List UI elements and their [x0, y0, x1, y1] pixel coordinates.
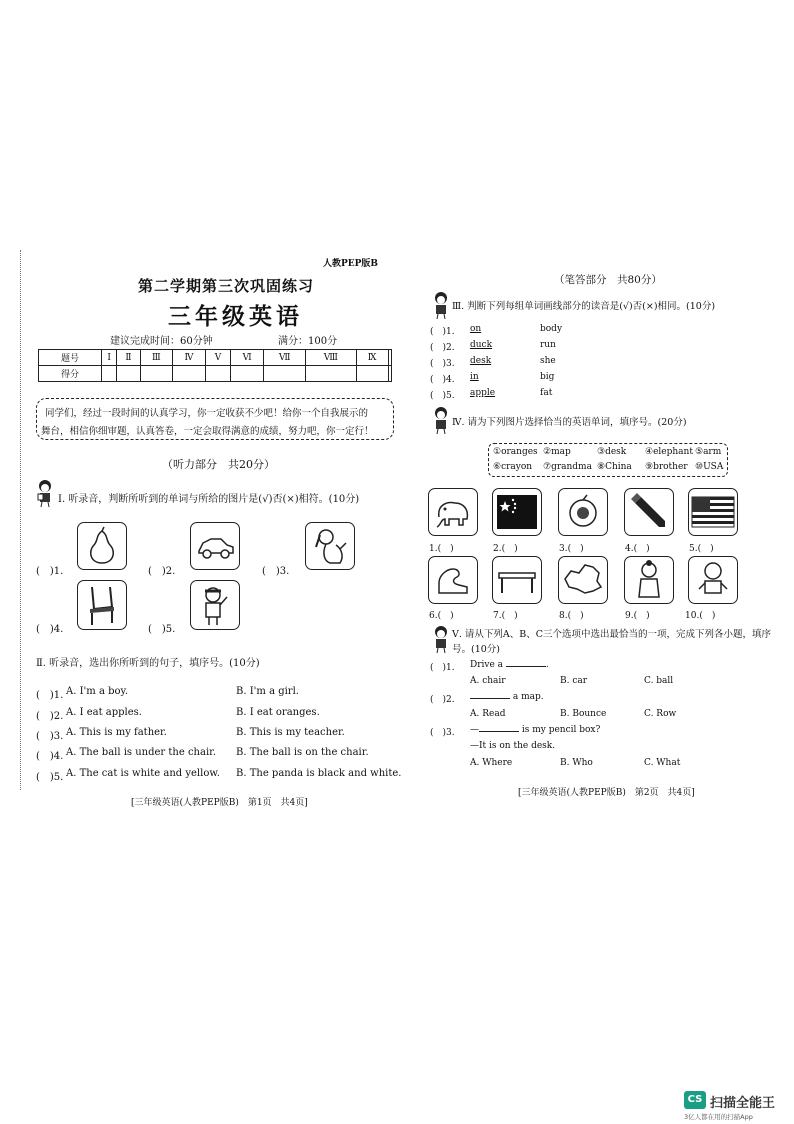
usa-flag-picture: [688, 488, 738, 536]
written-header: （笔答部分 共80分）: [554, 274, 662, 286]
left-footer: [三年级英语(人教PEP版B) 第1页 共4页]: [131, 798, 308, 808]
q2-option-b: B. This is my teacher.: [236, 727, 345, 738]
score-cell[interactable]: [102, 366, 117, 382]
q3-word-2: she: [540, 356, 556, 366]
q5-item3-answer: —It is on the desk.: [470, 741, 556, 751]
q4-label[interactable]: 3.( ): [559, 544, 584, 554]
word-bank-item: ⑥crayon: [493, 462, 533, 472]
word-bank-item: ⑤arm: [695, 447, 722, 457]
score-cell[interactable]: [140, 366, 172, 382]
q3-word-2: body: [540, 324, 563, 334]
q5-stem-pre: —: [470, 725, 479, 735]
brother-picture: [688, 556, 738, 604]
q3-item-num[interactable]: ( )3.: [430, 359, 455, 369]
q5-option-c: C. ball: [644, 676, 674, 686]
crayon-picture: [624, 488, 674, 536]
q4-word-bank: [488, 443, 728, 477]
boy-picture: [190, 580, 240, 630]
score-cell[interactable]: [117, 366, 141, 382]
score-col: Ⅸ: [356, 350, 388, 366]
word-bank-item: ⑦grandma: [543, 462, 592, 472]
q3-word-2: run: [540, 340, 556, 350]
score-col: Ⅲ: [140, 350, 172, 366]
message-line-2: 舞台，相信你细审题，认真答卷，一定会取得满意的成绩，努力吧，你一定行！: [41, 426, 374, 437]
student-boy-icon: [430, 405, 452, 435]
word-bank-item: ⑩USA: [695, 462, 724, 472]
q5-option-b: B. car: [560, 676, 588, 686]
q2-option-b: B. The ball is on the chair.: [236, 747, 369, 758]
score-cell[interactable]: [230, 366, 263, 382]
q2-option-a: A. I eat apples.: [66, 707, 142, 718]
q5-item-num[interactable]: ( )2.: [430, 695, 455, 705]
q2-item-num[interactable]: ( )1.: [36, 690, 64, 701]
q3-word-2: fat: [540, 388, 553, 398]
score-col: Ⅶ: [264, 350, 306, 366]
q5-option-b: B. Who: [560, 758, 593, 768]
q3-instruction: Ⅲ. 判断下列每组单词画线部分的读音是(√)否(×)相同。(10分): [452, 301, 716, 312]
score-col: Ⅱ: [117, 350, 141, 366]
score-col: Ⅳ: [172, 350, 205, 366]
q5-stem-post: .: [545, 660, 549, 670]
q1-item-2[interactable]: ( )2.: [148, 566, 176, 577]
desk-picture: [492, 556, 542, 604]
arm-picture: [428, 556, 478, 604]
answer-blank[interactable]: [470, 698, 510, 699]
q5-item-stem: [470, 725, 600, 735]
q3-item-num[interactable]: ( )5.: [430, 391, 455, 401]
q4-label[interactable]: 2.( ): [493, 544, 518, 554]
dog-picture: [305, 522, 355, 570]
q5-option-c: C. What: [644, 758, 681, 768]
q5-stem-post: is my pencil box?: [521, 725, 601, 735]
score-col: Ⅵ: [230, 350, 263, 366]
q2-option-b: B. The panda is black and white.: [236, 768, 402, 779]
right-footer: [三年级英语(人教PEP版B) 第2页 共4页]: [518, 788, 695, 798]
q3-word-1: apple: [470, 388, 496, 398]
q5-stem-pre: Drive a: [470, 660, 504, 670]
q2-item-num[interactable]: ( )2.: [36, 711, 64, 722]
q3-word-1: duck: [470, 340, 493, 350]
word-bank-item: ⑨brother: [645, 462, 688, 472]
q2-option-b: B. I eat oranges.: [236, 707, 320, 718]
listening-header: （听力部分 共20分）: [162, 458, 275, 471]
suggested-time: 建议完成时间：60分钟: [110, 336, 213, 347]
score-col: Ⅷ: [306, 350, 356, 366]
q3-word-2: big: [540, 372, 555, 382]
q3-word-1: on: [470, 324, 482, 334]
q4-label[interactable]: 8.( ): [559, 611, 584, 621]
encouragement-box: [36, 398, 394, 440]
pear-picture: [77, 522, 127, 570]
student-girl-icon: [34, 478, 56, 508]
score-cell[interactable]: [264, 366, 306, 382]
score-col-empty: [388, 350, 391, 366]
message-line-1: 同学们，经过一段时间的认真学习，你一定收获不少吧！给你一个自我展示的: [45, 408, 369, 419]
q5-item-num[interactable]: ( )3.: [430, 728, 455, 738]
word-bank-item: ③desk: [597, 447, 627, 457]
q2-option-a: A. I'm a boy.: [66, 686, 129, 697]
answer-blank[interactable]: [506, 666, 546, 667]
word-bank-item: ①oranges: [493, 447, 538, 457]
subject-title: 三年级英语: [168, 304, 303, 330]
grandma-picture: [624, 556, 674, 604]
q4-label[interactable]: 7.( ): [493, 611, 518, 621]
binding-line: [20, 250, 21, 790]
camscanner-logo: CS: [684, 1091, 706, 1109]
q2-item-num[interactable]: ( )4.: [36, 751, 64, 762]
q5-item-stem: [470, 692, 544, 702]
q2-option-a: A. The ball is under the chair.: [66, 747, 217, 758]
q5-option-a: A. chair: [470, 676, 506, 686]
car-picture: [190, 522, 240, 570]
student-girl-icon: [430, 290, 452, 320]
q5-option-c: C. Row: [644, 709, 677, 719]
q2-item-num[interactable]: ( )3.: [36, 731, 64, 742]
q3-item-num[interactable]: ( )1.: [430, 327, 455, 337]
score-cell[interactable]: [206, 366, 231, 382]
score-col: Ⅰ: [102, 350, 117, 366]
q5-instruction-line-2: 号。(10分): [452, 644, 501, 655]
q1-item-5[interactable]: ( )5.: [148, 624, 176, 635]
china-map-picture: [558, 556, 608, 604]
q5-stem-post: a map.: [512, 692, 544, 702]
q1-item-1[interactable]: ( )1.: [36, 566, 64, 577]
score-cell[interactable]: [388, 366, 391, 382]
q1-item-4[interactable]: ( )4.: [36, 624, 64, 635]
china-flag-picture: [492, 488, 542, 536]
q4-label[interactable]: 5.( ): [689, 544, 714, 554]
q5-item-stem: [470, 660, 549, 670]
q1-item-3[interactable]: ( )3.: [262, 566, 290, 577]
q4-label[interactable]: 10.( ): [685, 611, 716, 621]
q5-option-a: A. Where: [470, 758, 513, 768]
score-cell[interactable]: [172, 366, 205, 382]
score-cell[interactable]: [306, 366, 356, 382]
q4-label[interactable]: 4.( ): [625, 544, 650, 554]
q2-item-num[interactable]: ( )5.: [36, 772, 64, 783]
chair-picture: [77, 580, 127, 630]
q5-instruction-line-1: Ⅴ. 请从下列A、B、C三个选项中选出最恰当的一项，完成下列各小题，填序: [452, 629, 772, 640]
q4-label[interactable]: 6.( ): [429, 611, 454, 621]
q4-instruction: Ⅳ. 请为下列图片选择恰当的英语单词，填序号。(20分): [452, 417, 687, 428]
q1-instruction: Ⅰ. 听录音，判断所听到的单词与所给的图片是(√)否(×)相符。(10分): [58, 494, 360, 505]
score-cell[interactable]: [356, 366, 388, 382]
score-col: Ⅴ: [206, 350, 231, 366]
score-header-label: 题号: [39, 350, 102, 366]
student-boy-icon: [430, 624, 452, 654]
full-score: 满分：100分: [278, 336, 338, 347]
orange-picture: [558, 488, 608, 536]
q4-label[interactable]: 1.( ): [429, 544, 454, 554]
q3-item-num[interactable]: ( )4.: [430, 375, 455, 385]
q5-item-num[interactable]: ( )1.: [430, 663, 455, 673]
q2-instruction: Ⅱ. 听录音，选出你所听到的句子，填序号。(10分): [36, 658, 260, 669]
camscanner-tagline: 3亿人都在用的扫描App: [684, 1113, 753, 1121]
q4-label[interactable]: 9.( ): [625, 611, 650, 621]
edition-label: 人教PEP版B: [323, 259, 379, 269]
word-bank-item: ④elephant: [645, 447, 693, 457]
word-bank-item: ⑧China: [597, 462, 632, 472]
score-table: [38, 349, 392, 382]
q2-option-b: B. I'm a girl.: [236, 686, 299, 697]
q3-item-num[interactable]: ( )2.: [430, 343, 455, 353]
q5-option-a: A. Read: [470, 709, 506, 719]
exam-title: 第二学期第三次巩固练习: [138, 277, 315, 295]
score-row-label: 得分: [39, 366, 102, 382]
q2-option-a: A. This is my father.: [66, 727, 167, 738]
camscanner-app-name: 扫描全能王: [710, 1096, 776, 1111]
word-bank-item: ②map: [543, 447, 571, 457]
q3-word-1: desk: [470, 356, 492, 366]
q3-word-1: in: [470, 372, 479, 382]
answer-blank[interactable]: [479, 731, 519, 732]
q2-option-a: A. The cat is white and yellow.: [66, 768, 220, 779]
q5-option-b: B. Bounce: [560, 709, 607, 719]
elephant-picture: [428, 488, 478, 536]
